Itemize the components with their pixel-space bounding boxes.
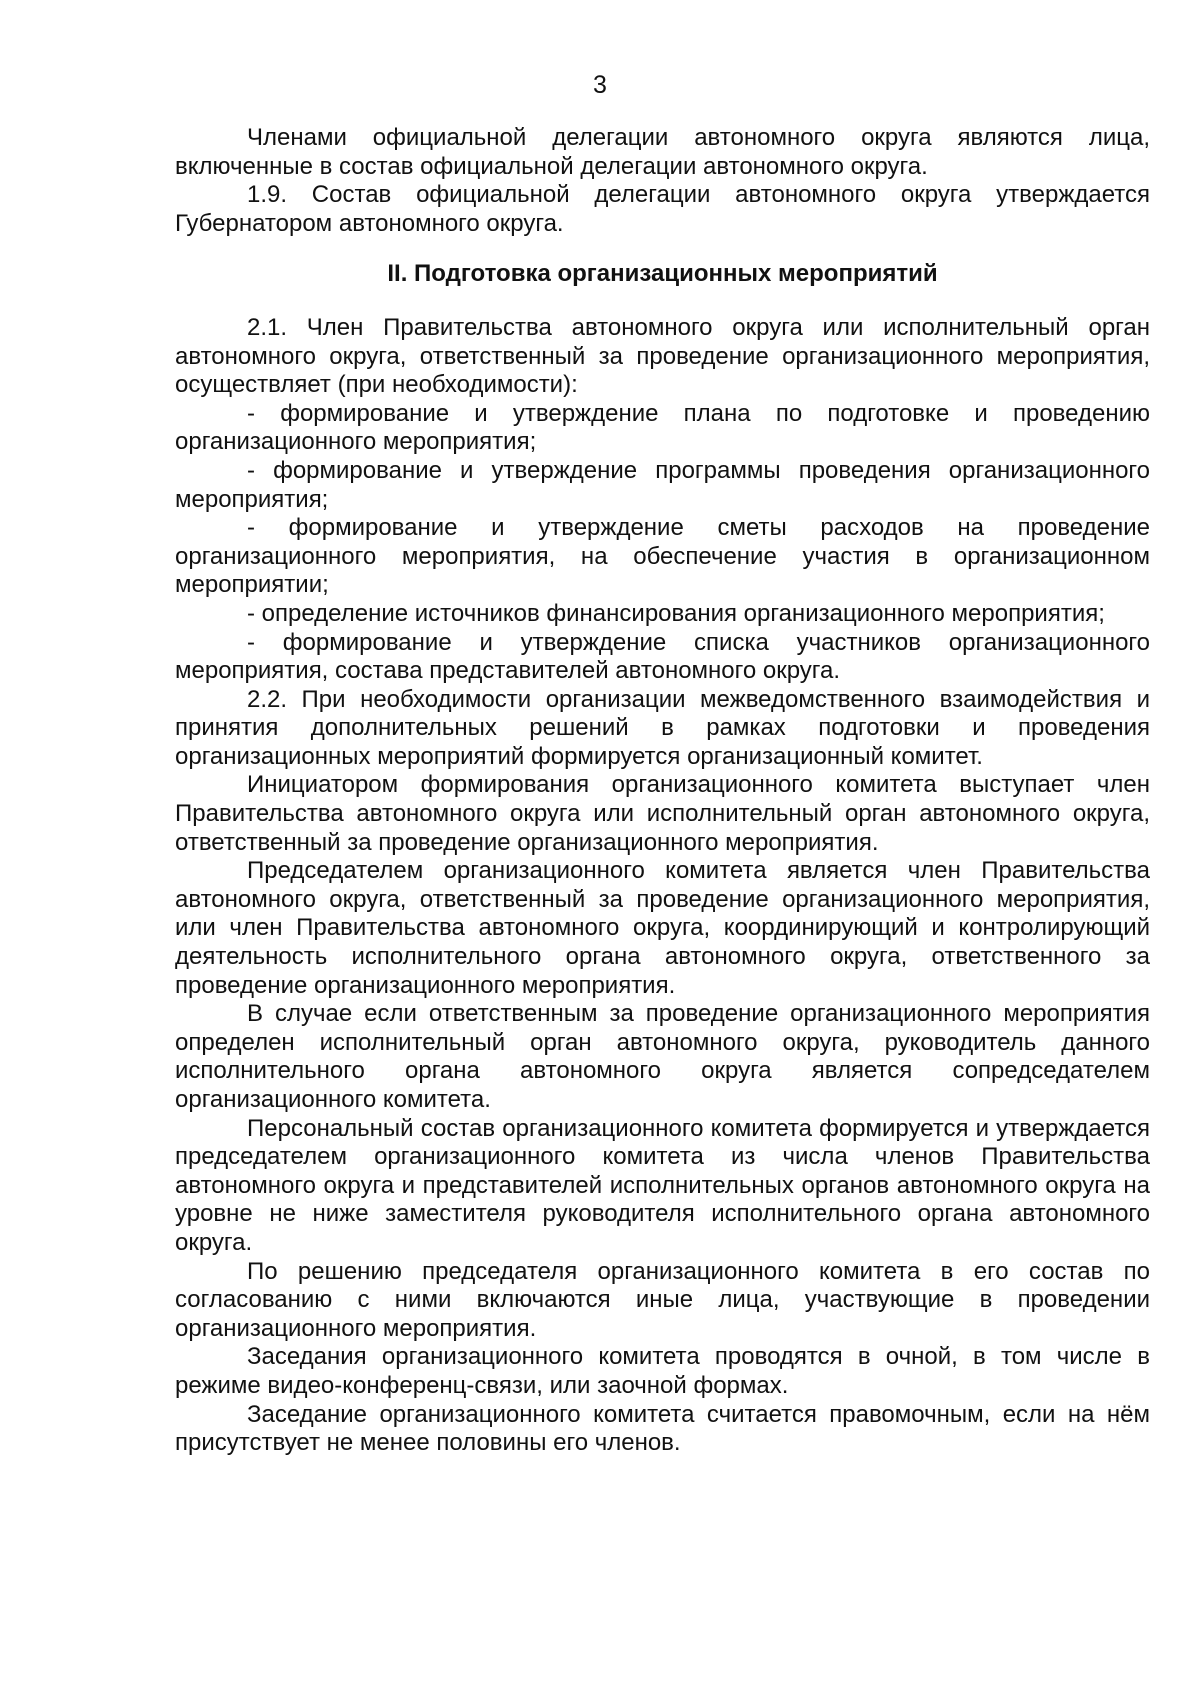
list-item: - определение источников финансирования организационного мероприятия;: [247, 599, 1105, 627]
list-item: - формирование и утверждение списка участников организационного мероприятия, состава представителей автономного округа.: [175, 628, 1150, 685]
paragraph: 2.1. Член Правительства автономного округа или исполнительный орган автономного округа, ответственный за проведение организационного мероприятия, осуществляет (при необходимости):: [175, 313, 1150, 399]
document-body: [175, 124, 1150, 1458]
list-item: - формирование и утверждение сметы расходов на проведение организационного мероприятия, на обеспечение участия в организационном мероприятии;: [175, 514, 1150, 599]
paragraph: Членами официальной делегации автономного округа являются лица, включенные в состав официальной делегации автономного округа.: [175, 124, 1150, 180]
paragraph: Инициатором формирования организационного комитета выступает член Правительства автономного округа или исполнительный орган автономного округа, ответственный за проведение организационного мероприятия.: [175, 771, 1150, 856]
paragraph: Председателем организационного комитета является член Правительства автономного округа, ответственный за проведение организационного мероприятия, или член Правительства автономного округа, координирующий и контролирующий деятельность исполнительного органа автономного округа, ответственного за проведение организационного мероприятия.: [175, 857, 1150, 999]
paragraph: 2.2. При необходимости организации межведомственного взаимодействия и принятия дополнительных решений в рамках подготовки и проведения организационных мероприятий формируется организационный комитет.: [175, 685, 1150, 770]
paragraph: По решению председателя организационного комитета в его состав по согласованию с ними включаются иные лица, участвующие в проведении организационного мероприятия.: [175, 1257, 1150, 1342]
paragraph: Заседания организационного комитета проводятся в очной, в том числе в режиме видео-конференц-связи, или заочной формах.: [175, 1343, 1150, 1399]
paragraph: Персональный состав организационного комитета формируется и утверждается председателем организационного комитета из числа членов Правительства автономного округа и представителей исполнительных органов автономного округа на уровне не ниже заместителя руководителя исполнительного органа автономного округа.: [175, 1114, 1150, 1256]
paragraph: 1.9. Состав официальной делегации автономного округа утверждается Губернатором автономного округа.: [175, 181, 1150, 237]
list-item: - формирование и утверждение программы проведения организационного мероприятия;: [175, 456, 1150, 513]
paragraph: В случае если ответственным за проведение организационного мероприятия определен исполнительный орган автономного округа, руководитель данного исполнительного органа автономного округа является сопредседателем организационного комитета.: [175, 1000, 1150, 1113]
section-heading: II. Подготовка организационных мероприятий: [387, 260, 938, 288]
paragraph: Заседание организационного комитета считается правомочным, если на нём присутствует не менее половины его членов.: [175, 1400, 1150, 1457]
list-item: - формирование и утверждение плана по подготовке и проведению организационного мероприятия;: [175, 399, 1150, 456]
page-number: 3: [593, 71, 607, 99]
